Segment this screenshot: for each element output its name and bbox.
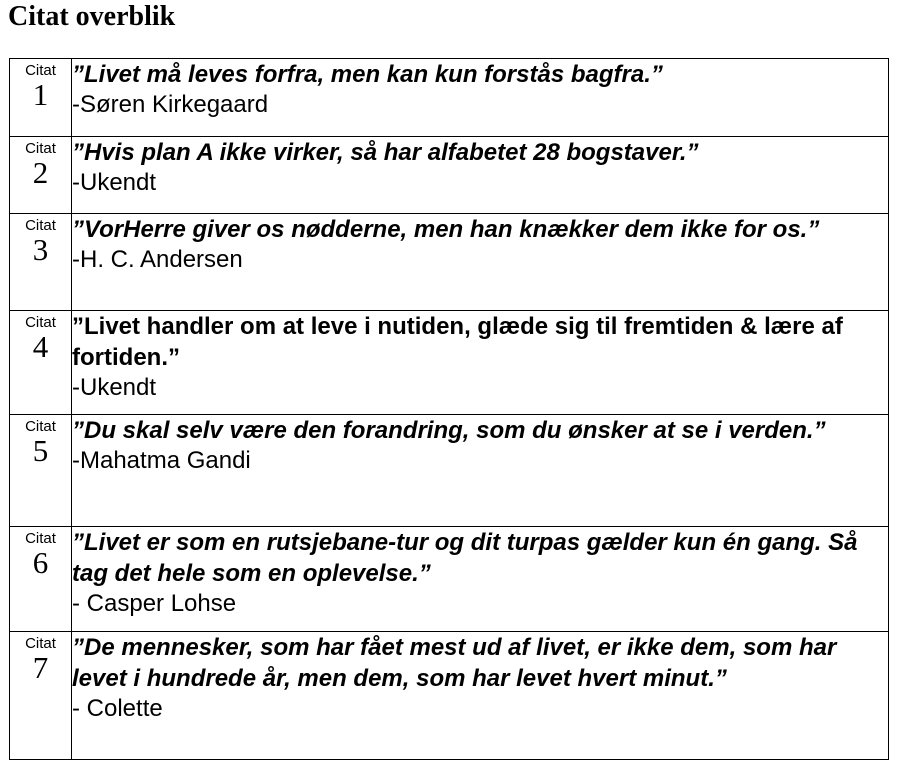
quote-text: ”Du skal selv være den forandring, som du ønsker at se i verden.” <box>72 417 826 444</box>
quote-number-cell <box>10 527 72 632</box>
quote-text: ”De mennesker, som har fået mest ud af livet, er ikke dem, som har levet i hundrede år, men dem, som har levet hvert minut.” <box>72 634 837 692</box>
quote-text: ”Livet må leves forfra, men kan kun forstås bagfra.” <box>72 61 663 88</box>
quote-cell <box>72 632 889 760</box>
quote-number: 2 <box>32 155 49 190</box>
quote-cell <box>72 214 889 311</box>
quote-label: Citat <box>25 62 56 79</box>
quote-author: -Ukendt <box>72 374 157 401</box>
table-row <box>10 632 889 760</box>
table-row <box>10 527 889 632</box>
quote-number: 6 <box>32 545 49 580</box>
quote-label: Citat <box>25 140 56 157</box>
page-title: Citat overblik <box>8 1 176 32</box>
quote-author: -Mahatma Gandi <box>72 447 251 474</box>
quote-number-cell <box>10 415 72 527</box>
quote-author: -Søren Kirkegaard <box>72 91 269 118</box>
quote-author: -Ukendt <box>72 169 157 196</box>
quote-text: ”Livet handler om at leve i nutiden, glæde sig til fremtiden & lære af fortiden.” <box>72 313 843 371</box>
quote-cell <box>72 59 889 137</box>
quote-author: - Colette <box>72 695 163 722</box>
table-row <box>10 59 889 137</box>
quote-number: 1 <box>32 77 49 112</box>
quote-number-cell <box>10 137 72 214</box>
quote-text: ”VorHerre giver os nødderne, men han knækker dem ikke for os.” <box>72 216 820 243</box>
quote-text: ”Hvis plan A ikke virker, så har alfabetet 28 bogstaver.” <box>72 139 699 166</box>
quote-text: ”Livet er som en rutsjebane-tur og dit turpas gælder kun én gang. Så tag det hele som en oplevelse.” <box>72 529 858 587</box>
table-row <box>10 137 889 214</box>
quote-cell <box>72 137 889 214</box>
table-row <box>10 311 889 415</box>
quote-cell <box>72 527 889 632</box>
quote-number: 4 <box>32 329 49 364</box>
quote-number-cell <box>10 59 72 137</box>
quote-number-cell <box>10 632 72 760</box>
quote-number-cell <box>10 214 72 311</box>
quote-cell <box>72 311 889 415</box>
quote-author: - Casper Lohse <box>72 590 237 617</box>
quote-author: -H. C. Andersen <box>72 246 243 273</box>
quote-number: 5 <box>32 433 49 468</box>
quote-number-cell <box>10 311 72 415</box>
table-row <box>10 415 889 527</box>
quote-label: Citat <box>25 635 56 652</box>
quote-cell <box>72 415 889 527</box>
quote-number: 7 <box>32 650 49 685</box>
quote-label: Citat <box>25 314 56 331</box>
quote-label: Citat <box>25 418 56 435</box>
quotes-table <box>9 58 889 760</box>
table-row <box>10 214 889 311</box>
quote-number: 3 <box>32 232 49 267</box>
quote-label: Citat <box>25 530 56 547</box>
quote-label: Citat <box>25 217 56 234</box>
